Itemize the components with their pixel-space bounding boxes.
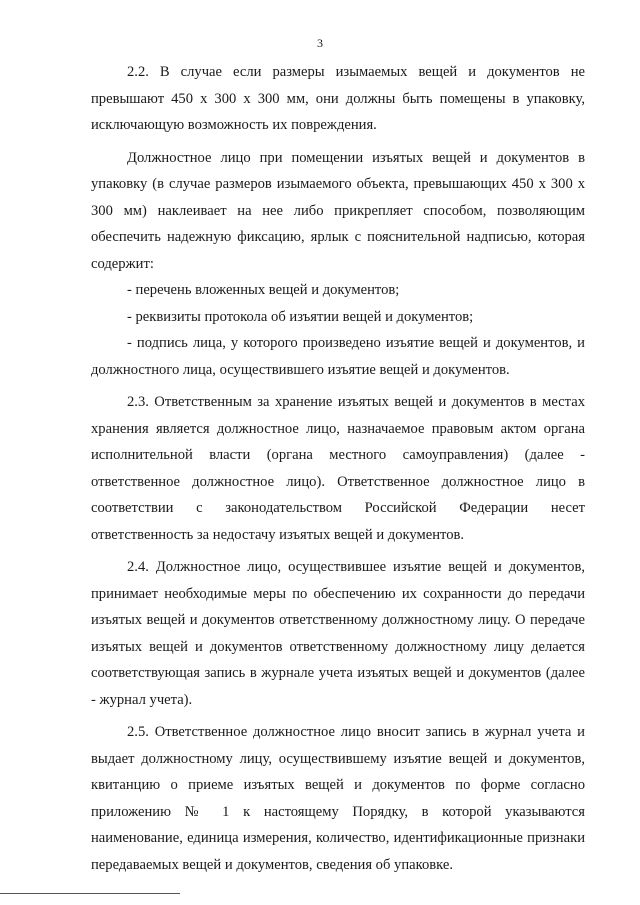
document-body — [91, 59, 585, 878]
list-item-signature: - подпись лица, у которого произведено изъятие вещей и документов, и должностного лица, осуществившего изъятие вещей и документов. — [91, 335, 585, 378]
paragraph-2-5: 2.5. Ответственное должностное лицо вносит запись в журнал учета и выдает должностному лицу, осуществившему изъятие вещей и документов, квитанцию о приеме изъятых вещей и документов по форме согласно приложению № 1 к настоящему Порядку, в которой указываются наименование, единица измерения, количество, идентификационные признаки передаваемых вещей и документов, сведения об упаковке. — [91, 724, 585, 873]
list-item-protocol: - реквизиты протокола об изъятии вещей и документов; — [127, 308, 474, 325]
paragraph-2-3: 2.3. Ответственным за хранение изъятых вещей и документов в местах хранения является должностное лицо, назначаемое правовым актом органа исполнительной власти (органа местного самоуправления) (далее - ответственное должностное лицо). Ответственное должностное лицо в соответствии с законодательством Российской Федерации несет ответственность за недостачу изъятых вещей и документов. — [91, 394, 585, 543]
footer-divider — [0, 893, 180, 894]
page-number: 3 — [317, 36, 323, 50]
paragraph-2-2: 2.2. В случае если размеры изымаемых вещей и документов не превышают 450 х 300 х 300 мм, они должны быть помещены в упаковку, исключающую возможность их повреждения. — [91, 64, 585, 133]
list-item-contents: - перечень вложенных вещей и документов; — [127, 282, 400, 298]
paragraph-label-intro: Должностное лицо при помещении изъятых вещей и документов в упаковку (в случае размеров изымаемого объекта, превышающих 450 х 300 х 300 мм) наклеивает на нее либо прикрепляет способом, позволяющим обеспечить надежную фиксацию, ярлык с пояснительной надписью, которая содержит: — [91, 149, 585, 272]
paragraph-2-4: 2.4. Должностное лицо, осуществившее изъятие вещей и документов, принимает необходимые меры по обеспечению их сохранности до передачи изъятых вещей и документов ответственному должностному лицу. О передаче изъятых вещей и документов ответственному должностному лицу делается соответствующая запись в журнале учета изъятых вещей и документов (далее - журнал учета). — [91, 559, 585, 708]
